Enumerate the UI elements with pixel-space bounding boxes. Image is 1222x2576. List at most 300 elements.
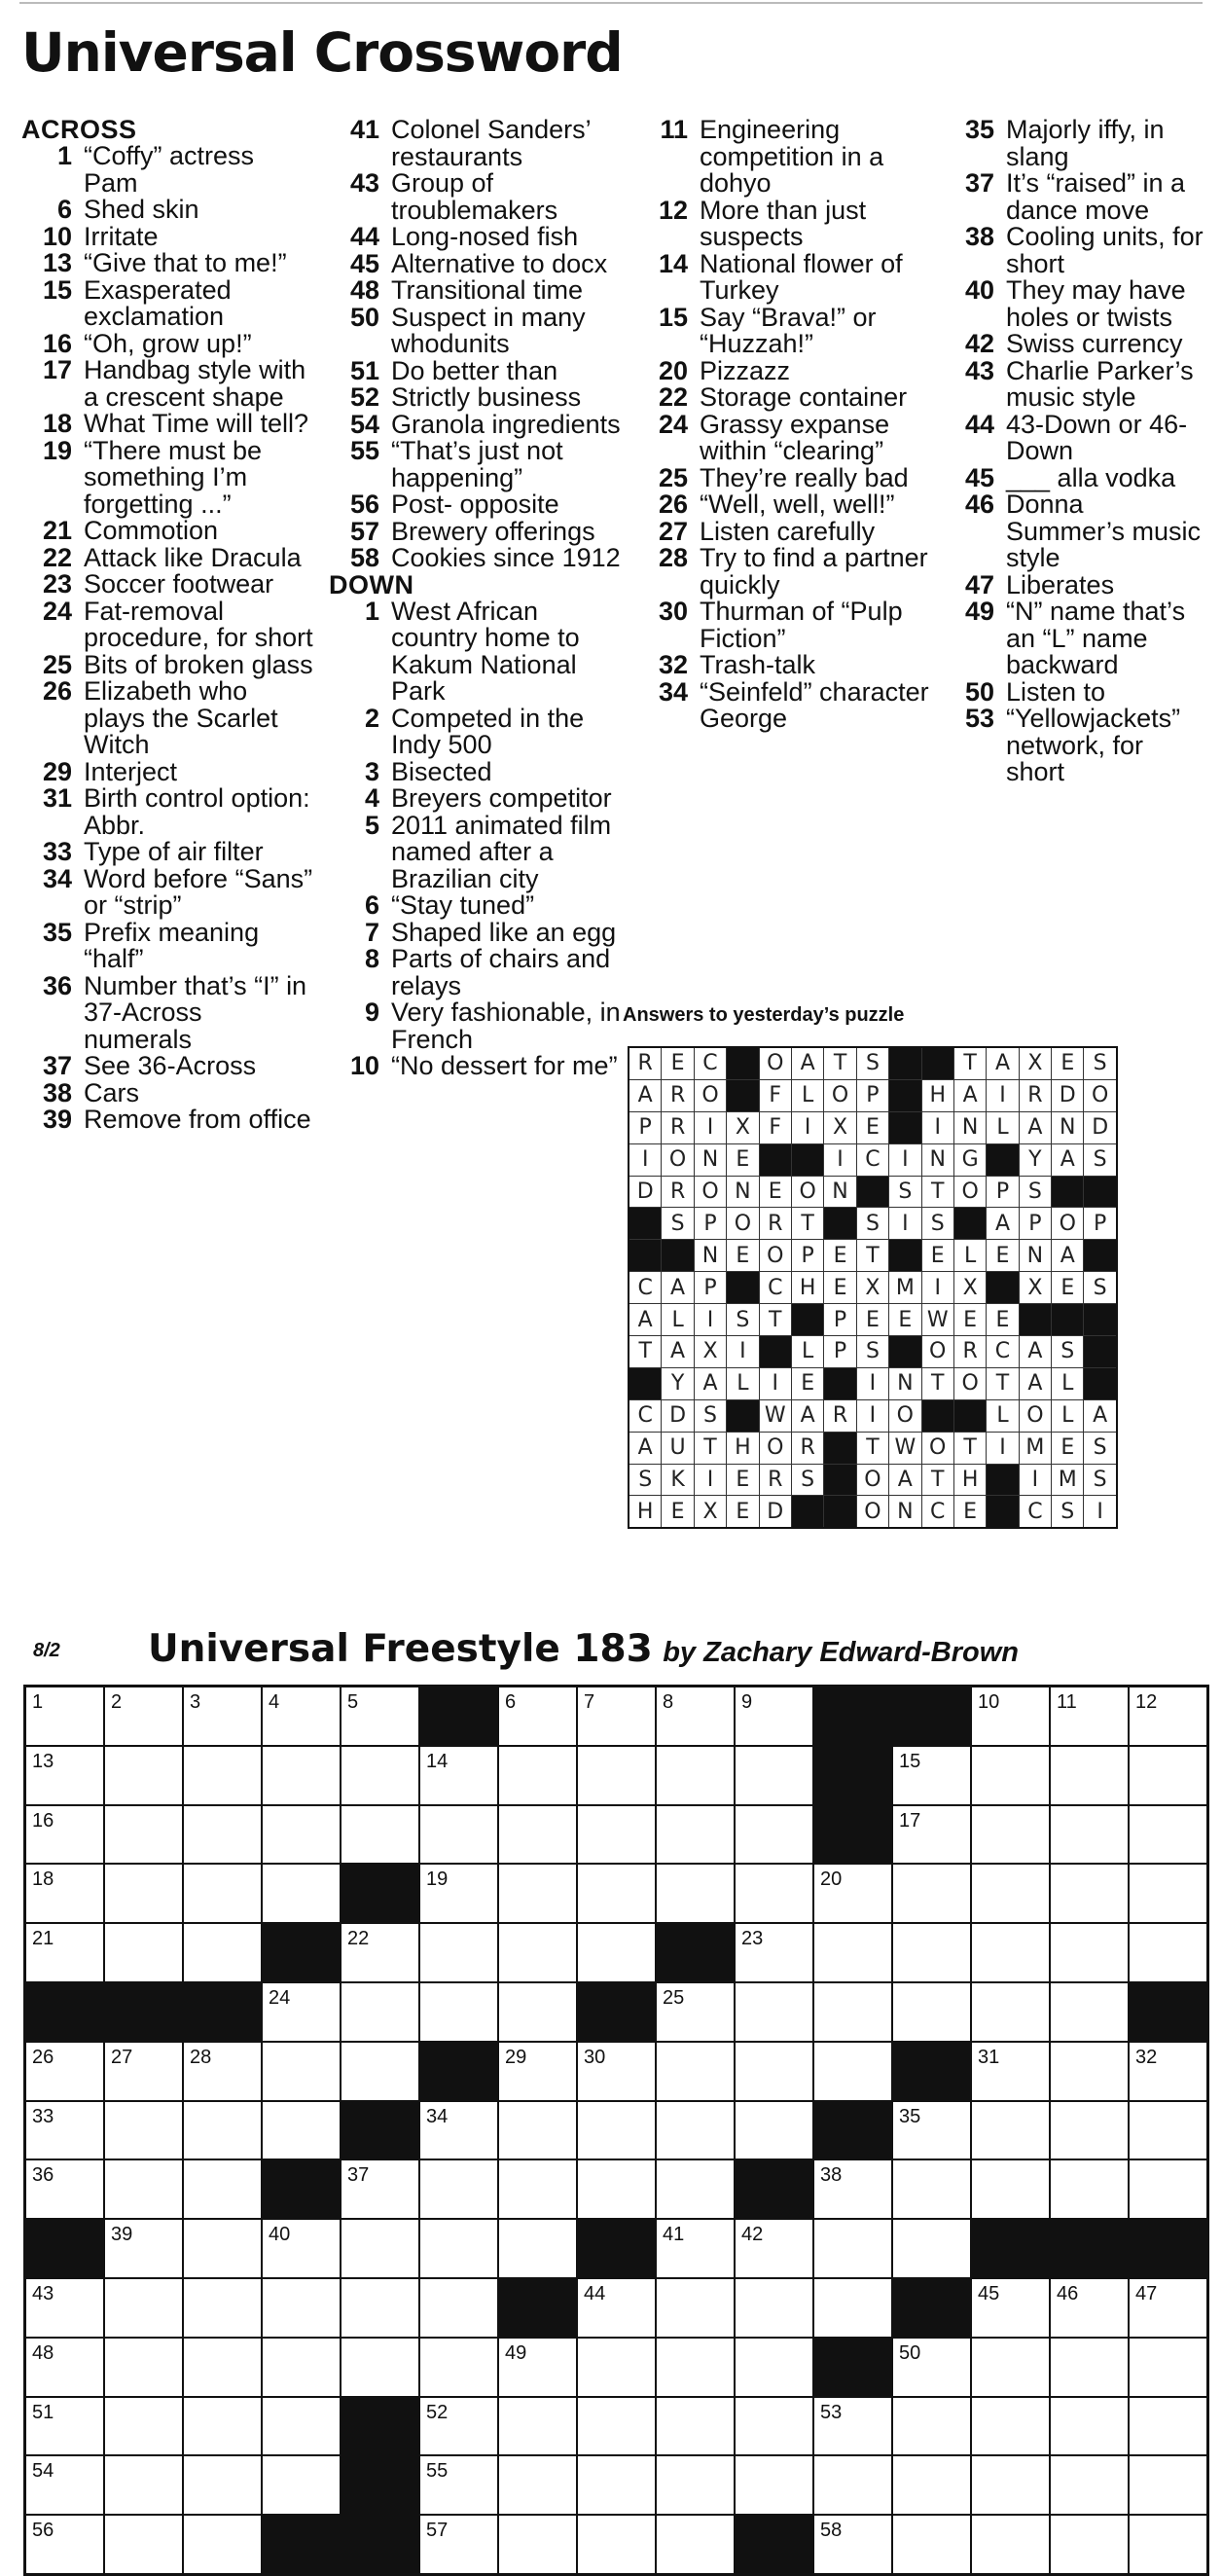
grid-cell[interactable] bbox=[735, 2338, 813, 2397]
clue-number: 30 bbox=[658, 597, 688, 626]
answer-black-square bbox=[889, 1079, 921, 1111]
grid-cell[interactable] bbox=[498, 2455, 577, 2515]
grid-cell[interactable] bbox=[735, 2397, 813, 2456]
clue-text: Remove from office bbox=[84, 1105, 311, 1134]
clue-number: 11 bbox=[660, 115, 688, 144]
grid-cell[interactable] bbox=[1050, 1687, 1129, 1746]
grid-cell[interactable] bbox=[971, 2159, 1050, 2219]
clue-text: ___ alla vodka bbox=[1006, 462, 1176, 492]
grid-cell[interactable] bbox=[498, 1982, 577, 2042]
grid-cell[interactable] bbox=[735, 1746, 813, 1805]
down-clue-44 bbox=[944, 409, 1206, 465]
grid-cell[interactable] bbox=[813, 2042, 892, 2101]
grid-cell[interactable] bbox=[656, 1982, 735, 2042]
grid-cell[interactable] bbox=[735, 2101, 813, 2160]
grid-cell[interactable] bbox=[1129, 2101, 1208, 2160]
grid-cell[interactable] bbox=[1129, 2338, 1208, 2397]
clue-number: 22 bbox=[658, 382, 688, 412]
answer-cell: F bbox=[759, 1111, 791, 1143]
grid-cell[interactable] bbox=[656, 2397, 735, 2456]
answer-cell: O bbox=[727, 1208, 759, 1240]
grid-cell[interactable] bbox=[656, 2278, 735, 2338]
answer-cell: H bbox=[921, 1079, 953, 1111]
grid-cell[interactable] bbox=[341, 2338, 419, 2397]
grid-cell[interactable] bbox=[735, 1805, 813, 1865]
grid-cell[interactable] bbox=[577, 2338, 656, 2397]
grid-cell[interactable] bbox=[262, 2455, 341, 2515]
grid-cell[interactable] bbox=[104, 2159, 183, 2219]
clue-number: 53 bbox=[964, 704, 994, 733]
grid-cell[interactable] bbox=[262, 2278, 341, 2338]
grid-cell[interactable] bbox=[971, 1805, 1050, 1865]
grid-cell[interactable] bbox=[971, 1864, 1050, 1923]
grid-cell[interactable] bbox=[1050, 1746, 1129, 1805]
grid-cell[interactable] bbox=[104, 1864, 183, 1923]
grid-cell[interactable] bbox=[498, 2101, 577, 2160]
grid-cell[interactable] bbox=[183, 2042, 262, 2101]
cell-number: 58 bbox=[820, 2520, 843, 2542]
puzzle-heading bbox=[148, 1627, 1019, 1671]
grid-cell[interactable] bbox=[892, 2219, 971, 2278]
grid-row bbox=[25, 2278, 1208, 2338]
grid-cell[interactable] bbox=[498, 1687, 577, 1746]
grid-cell[interactable] bbox=[892, 1923, 971, 1982]
answer-cell: I bbox=[1019, 1464, 1051, 1496]
grid-cell[interactable] bbox=[419, 2101, 498, 2160]
answer-cell: X bbox=[824, 1111, 856, 1143]
grid-cell[interactable] bbox=[1050, 2455, 1129, 2515]
grid-cell[interactable] bbox=[104, 2455, 183, 2515]
answer-cell: I bbox=[791, 1111, 823, 1143]
answer-cell: E bbox=[921, 1240, 953, 1272]
grid-cell[interactable] bbox=[1050, 1805, 1129, 1865]
grid-cell[interactable] bbox=[971, 1746, 1050, 1805]
grid-cell[interactable] bbox=[1050, 2278, 1129, 2338]
across-clue-54 bbox=[329, 409, 630, 439]
grid-cell[interactable] bbox=[419, 2397, 498, 2456]
down-clue-9 bbox=[329, 999, 630, 1053]
grid-cell[interactable] bbox=[25, 1746, 105, 1805]
answer-cell: R bbox=[953, 1336, 986, 1368]
answer-row bbox=[629, 1208, 1117, 1240]
grid-cell[interactable] bbox=[104, 2515, 183, 2574]
grid-cell[interactable] bbox=[1050, 1864, 1129, 1923]
grid-cell[interactable] bbox=[577, 2397, 656, 2456]
grid-cell[interactable] bbox=[892, 2101, 971, 2160]
answer-cell: R bbox=[629, 1047, 662, 1079]
answer-black-square bbox=[1019, 1304, 1051, 1336]
answer-row bbox=[629, 1432, 1117, 1464]
grid-cell[interactable] bbox=[656, 2338, 735, 2397]
grid-cell[interactable] bbox=[262, 1864, 341, 1923]
grid-cell[interactable] bbox=[656, 1864, 735, 1923]
down-clue-35 bbox=[944, 117, 1206, 170]
grid-cell[interactable] bbox=[183, 1746, 262, 1805]
grid-cell[interactable] bbox=[104, 2101, 183, 2160]
grid-cell[interactable] bbox=[971, 2455, 1050, 2515]
grid-cell[interactable] bbox=[262, 1982, 341, 2042]
down-clue-14 bbox=[637, 248, 939, 305]
grid-cell[interactable] bbox=[183, 2338, 262, 2397]
grid-cell[interactable] bbox=[971, 1982, 1050, 2042]
grid-cell[interactable] bbox=[498, 1746, 577, 1805]
clue-text: Transitional time bbox=[391, 275, 584, 305]
grid-cell[interactable] bbox=[971, 2101, 1050, 2160]
clue-text: Cars bbox=[84, 1077, 140, 1107]
grid-cell[interactable] bbox=[813, 1864, 892, 1923]
clue-text: Pizzazz bbox=[700, 355, 791, 385]
down-clue-27 bbox=[637, 516, 939, 546]
clue-column-3 bbox=[637, 117, 939, 733]
grid-cell[interactable] bbox=[262, 2397, 341, 2456]
black-square bbox=[892, 1687, 971, 1746]
grid-cell[interactable] bbox=[419, 2219, 498, 2278]
answer-cell: A bbox=[1052, 1143, 1084, 1176]
answer-cell: N bbox=[953, 1111, 986, 1143]
clue-text: Long-nosed fish bbox=[391, 222, 579, 251]
across-clue-13 bbox=[21, 250, 313, 277]
answer-black-square bbox=[921, 1047, 953, 1079]
answer-cell: R bbox=[662, 1176, 694, 1208]
cell-number: 41 bbox=[663, 2224, 685, 2246]
grid-cell[interactable] bbox=[892, 1982, 971, 2042]
grid-cell[interactable] bbox=[25, 1805, 105, 1865]
answer-cell: S bbox=[629, 1464, 662, 1496]
grid-cell[interactable] bbox=[656, 2101, 735, 2160]
grid-cell[interactable] bbox=[656, 2455, 735, 2515]
grid-cell[interactable] bbox=[656, 1687, 735, 1746]
grid-cell[interactable] bbox=[735, 1687, 813, 1746]
grid-cell[interactable] bbox=[25, 1864, 105, 1923]
grid-cell[interactable] bbox=[656, 1805, 735, 1865]
answer-cell: E bbox=[1052, 1272, 1084, 1304]
grid-cell[interactable] bbox=[341, 2042, 419, 2101]
grid-cell[interactable] bbox=[262, 1687, 341, 1746]
grid-cell[interactable] bbox=[1129, 1805, 1208, 1865]
answer-cell: O bbox=[694, 1176, 726, 1208]
grid-cell[interactable] bbox=[892, 2515, 971, 2574]
grid-cell[interactable] bbox=[419, 2338, 498, 2397]
answer-cell: P bbox=[824, 1304, 856, 1336]
answer-row bbox=[629, 1047, 1117, 1079]
cell-number: 24 bbox=[269, 1986, 291, 2009]
grid-cell[interactable] bbox=[25, 2397, 105, 2456]
answer-cell: E bbox=[759, 1176, 791, 1208]
grid-cell[interactable] bbox=[892, 1864, 971, 1923]
grid-cell[interactable] bbox=[656, 2219, 735, 2278]
grid-cell[interactable] bbox=[104, 2219, 183, 2278]
answer-cell: E bbox=[953, 1304, 986, 1336]
cell-number: 20 bbox=[820, 1869, 843, 1891]
clue-text: “There must be something I’m forgetting ...” bbox=[84, 435, 263, 519]
answer-cell: L bbox=[1052, 1399, 1084, 1432]
crossword-grid bbox=[23, 1685, 1209, 2576]
grid-cell[interactable] bbox=[1050, 2101, 1129, 2160]
grid-cell[interactable] bbox=[341, 1687, 419, 1746]
grid-cell[interactable] bbox=[498, 2042, 577, 2101]
grid-cell[interactable] bbox=[735, 1923, 813, 1982]
grid-cell[interactable] bbox=[183, 2455, 262, 2515]
grid-cell[interactable] bbox=[25, 2515, 105, 2574]
grid-cell[interactable] bbox=[813, 1982, 892, 2042]
grid-cell[interactable] bbox=[419, 2455, 498, 2515]
grid-cell[interactable] bbox=[892, 2338, 971, 2397]
down-clue-28 bbox=[637, 545, 939, 599]
answer-cell: R bbox=[824, 1399, 856, 1432]
answer-black-square bbox=[824, 1464, 856, 1496]
black-square bbox=[971, 2219, 1050, 2278]
grid-cell[interactable] bbox=[971, 1923, 1050, 1982]
grid-cell[interactable] bbox=[1050, 1982, 1129, 2042]
grid-cell[interactable] bbox=[1129, 1923, 1208, 1982]
grid-cell[interactable] bbox=[577, 2515, 656, 2574]
grid-cell[interactable] bbox=[498, 1805, 577, 1865]
clue-text: Very fashionable, in French bbox=[391, 998, 621, 1054]
grid-cell[interactable] bbox=[262, 2338, 341, 2397]
grid-cell[interactable] bbox=[262, 2042, 341, 2101]
clue-text: Listen carefully bbox=[700, 516, 876, 546]
cell-number: 37 bbox=[347, 2164, 370, 2187]
answer-black-square bbox=[889, 1240, 921, 1272]
grid-cell[interactable] bbox=[577, 2101, 656, 2160]
answer-cell: I bbox=[824, 1143, 856, 1176]
cell-number: 6 bbox=[505, 1691, 517, 1713]
answer-cell: C bbox=[856, 1143, 888, 1176]
grid-cell[interactable] bbox=[419, 1982, 498, 2042]
answer-cell: X bbox=[727, 1111, 759, 1143]
across-clue-17 bbox=[21, 357, 313, 411]
grid-cell[interactable] bbox=[104, 1923, 183, 1982]
grid-cell[interactable] bbox=[25, 2101, 105, 2160]
grid-cell[interactable] bbox=[25, 1687, 105, 1746]
answer-cell: H bbox=[791, 1272, 823, 1304]
grid-cell[interactable] bbox=[498, 2397, 577, 2456]
grid-cell[interactable] bbox=[341, 1805, 419, 1865]
grid-cell[interactable] bbox=[577, 1687, 656, 1746]
grid-cell[interactable] bbox=[1129, 1746, 1208, 1805]
grid-cell[interactable] bbox=[341, 2278, 419, 2338]
grid-cell[interactable] bbox=[104, 2042, 183, 2101]
grid-cell[interactable] bbox=[104, 2278, 183, 2338]
clue-text: Prefix meaning “half” bbox=[84, 917, 260, 973]
grid-cell[interactable] bbox=[1129, 1687, 1208, 1746]
grid-cell[interactable] bbox=[1129, 2515, 1208, 2574]
answer-black-square bbox=[759, 1143, 791, 1176]
grid-cell[interactable] bbox=[183, 2159, 262, 2219]
grid-row bbox=[25, 1746, 1208, 1805]
grid-cell[interactable] bbox=[735, 2219, 813, 2278]
answer-cell: S bbox=[889, 1176, 921, 1208]
grid-cell[interactable] bbox=[25, 2278, 105, 2338]
grid-cell[interactable] bbox=[813, 1923, 892, 1982]
clue-number: 35 bbox=[964, 115, 994, 144]
grid-cell[interactable] bbox=[1050, 2159, 1129, 2219]
grid-cell[interactable] bbox=[577, 2159, 656, 2219]
grid-cell[interactable] bbox=[735, 1864, 813, 1923]
grid-cell[interactable] bbox=[971, 2515, 1050, 2574]
answer-black-square bbox=[824, 1432, 856, 1464]
grid-cell[interactable] bbox=[498, 2159, 577, 2219]
grid-cell[interactable] bbox=[813, 2455, 892, 2515]
grid-cell[interactable] bbox=[735, 2455, 813, 2515]
grid-cell[interactable] bbox=[25, 2338, 105, 2397]
grid-cell[interactable] bbox=[498, 2338, 577, 2397]
grid-cell[interactable] bbox=[813, 2397, 892, 2456]
grid-cell[interactable] bbox=[971, 2397, 1050, 2456]
grid-cell[interactable] bbox=[25, 2159, 105, 2219]
grid-cell[interactable] bbox=[1050, 2042, 1129, 2101]
grid-cell[interactable] bbox=[656, 2159, 735, 2219]
across-clue-37 bbox=[21, 1053, 313, 1080]
answer-cell: X bbox=[1019, 1047, 1051, 1079]
grid-cell[interactable] bbox=[892, 2397, 971, 2456]
grid-cell[interactable] bbox=[25, 2455, 105, 2515]
grid-cell[interactable] bbox=[262, 1746, 341, 1805]
grid-cell[interactable] bbox=[104, 2397, 183, 2456]
grid-cell[interactable] bbox=[1050, 2338, 1129, 2397]
grid-cell[interactable] bbox=[813, 2219, 892, 2278]
down-clue-30 bbox=[637, 599, 939, 652]
grid-cell[interactable] bbox=[498, 2515, 577, 2574]
grid-cell[interactable] bbox=[419, 1746, 498, 1805]
grid-cell[interactable] bbox=[341, 1923, 419, 1982]
grid-cell[interactable] bbox=[1129, 2455, 1208, 2515]
grid-cell[interactable] bbox=[971, 2042, 1050, 2101]
grid-cell[interactable] bbox=[104, 2338, 183, 2397]
grid-cell[interactable] bbox=[1129, 2042, 1208, 2101]
answer-cell: A bbox=[1052, 1240, 1084, 1272]
black-square bbox=[341, 1864, 419, 1923]
grid-cell[interactable] bbox=[183, 1687, 262, 1746]
grid-cell[interactable] bbox=[813, 2278, 892, 2338]
grid-cell[interactable] bbox=[577, 1923, 656, 1982]
grid-cell[interactable] bbox=[656, 2515, 735, 2574]
answer-cell: S bbox=[921, 1208, 953, 1240]
grid-cell[interactable] bbox=[25, 2042, 105, 2101]
clue-text: Alternative to docx bbox=[391, 248, 608, 278]
grid-cell[interactable] bbox=[1050, 2397, 1129, 2456]
down-clue-list bbox=[944, 117, 1206, 786]
cell-number: 34 bbox=[426, 2105, 449, 2127]
grid-cell[interactable] bbox=[577, 2278, 656, 2338]
grid-cell[interactable] bbox=[813, 2159, 892, 2219]
grid-cell[interactable] bbox=[419, 2515, 498, 2574]
answer-cell: A bbox=[987, 1047, 1019, 1079]
grid-cell[interactable] bbox=[892, 2455, 971, 2515]
clue-number: 9 bbox=[364, 998, 379, 1027]
grid-cell[interactable] bbox=[892, 2159, 971, 2219]
answer-cell: T bbox=[824, 1047, 856, 1079]
clue-number: 16 bbox=[42, 328, 72, 358]
grid-cell[interactable] bbox=[419, 1805, 498, 1865]
grid-cell[interactable] bbox=[577, 1864, 656, 1923]
grid-cell[interactable] bbox=[183, 1805, 262, 1865]
clue-number: 34 bbox=[42, 863, 72, 893]
grid-cell[interactable] bbox=[183, 2515, 262, 2574]
grid-cell[interactable] bbox=[183, 2101, 262, 2160]
grid-cell[interactable] bbox=[1050, 1923, 1129, 1982]
grid-cell[interactable] bbox=[183, 1864, 262, 1923]
grid-cell[interactable] bbox=[498, 1923, 577, 1982]
grid-cell[interactable] bbox=[104, 1687, 183, 1746]
grid-cell[interactable] bbox=[656, 1746, 735, 1805]
grid-cell[interactable] bbox=[104, 1746, 183, 1805]
across-clue-1 bbox=[21, 143, 313, 197]
grid-cell[interactable] bbox=[25, 1923, 105, 1982]
grid-cell[interactable] bbox=[341, 1982, 419, 2042]
grid-cell[interactable] bbox=[262, 1805, 341, 1865]
across-clue-41 bbox=[329, 117, 630, 170]
grid-cell[interactable] bbox=[262, 2219, 341, 2278]
grid-cell[interactable] bbox=[183, 1923, 262, 1982]
grid-cell[interactable] bbox=[577, 1746, 656, 1805]
grid-cell[interactable] bbox=[262, 2101, 341, 2160]
grid-cell[interactable] bbox=[419, 1864, 498, 1923]
grid-cell[interactable] bbox=[419, 2159, 498, 2219]
grid-cell[interactable] bbox=[1129, 2278, 1208, 2338]
answer-cell: P bbox=[694, 1272, 726, 1304]
grid-cell[interactable] bbox=[735, 1982, 813, 2042]
clue-number: 25 bbox=[42, 649, 72, 679]
across-clue-58 bbox=[329, 545, 630, 572]
grid-cell[interactable] bbox=[971, 1687, 1050, 1746]
grid-cell[interactable] bbox=[341, 1746, 419, 1805]
grid-cell[interactable] bbox=[971, 2338, 1050, 2397]
grid-cell[interactable] bbox=[1129, 2397, 1208, 2456]
cell-number: 51 bbox=[32, 2401, 54, 2423]
grid-cell[interactable] bbox=[104, 1805, 183, 1865]
grid-cell[interactable] bbox=[498, 1864, 577, 1923]
answer-cell: H bbox=[629, 1496, 662, 1528]
grid-cell[interactable] bbox=[183, 2397, 262, 2456]
answer-cell: O bbox=[921, 1432, 953, 1464]
grid-cell[interactable] bbox=[341, 2219, 419, 2278]
grid-cell[interactable] bbox=[341, 2159, 419, 2219]
grid-cell[interactable] bbox=[813, 2515, 892, 2574]
clue-text: “Give that to me!” bbox=[84, 248, 287, 277]
grid-cell[interactable] bbox=[183, 2219, 262, 2278]
grid-cell[interactable] bbox=[892, 1805, 971, 1865]
grid-cell[interactable] bbox=[419, 2278, 498, 2338]
grid-cell[interactable] bbox=[735, 2278, 813, 2338]
cell-number: 18 bbox=[32, 1869, 54, 1891]
grid-cell[interactable] bbox=[1050, 2515, 1129, 2574]
grid-cell[interactable] bbox=[577, 2042, 656, 2101]
answer-cell: E bbox=[1052, 1047, 1084, 1079]
grid-cell[interactable] bbox=[577, 2455, 656, 2515]
answer-cell: I bbox=[759, 1367, 791, 1399]
down-clue-49 bbox=[944, 599, 1206, 679]
grid-cell[interactable] bbox=[577, 1805, 656, 1865]
grid-cell[interactable] bbox=[498, 2219, 577, 2278]
grid-cell[interactable] bbox=[971, 2278, 1050, 2338]
grid-cell[interactable] bbox=[183, 2278, 262, 2338]
answer-black-square bbox=[727, 1079, 759, 1111]
clue-number: 3 bbox=[364, 756, 379, 786]
grid-cell[interactable] bbox=[1129, 1864, 1208, 1923]
across-clue-33 bbox=[21, 839, 313, 866]
clue-number: 58 bbox=[349, 543, 379, 572]
clue-text: Bits of broken glass bbox=[84, 649, 313, 679]
grid-row bbox=[25, 1805, 1208, 1865]
down-clue-32 bbox=[637, 652, 939, 679]
grid-cell[interactable] bbox=[1129, 2159, 1208, 2219]
grid-cell[interactable] bbox=[735, 2042, 813, 2101]
clue-number: 31 bbox=[42, 783, 72, 813]
grid-cell[interactable] bbox=[419, 1923, 498, 1982]
grid-cell[interactable] bbox=[892, 1746, 971, 1805]
grid-cell[interactable] bbox=[656, 2042, 735, 2101]
